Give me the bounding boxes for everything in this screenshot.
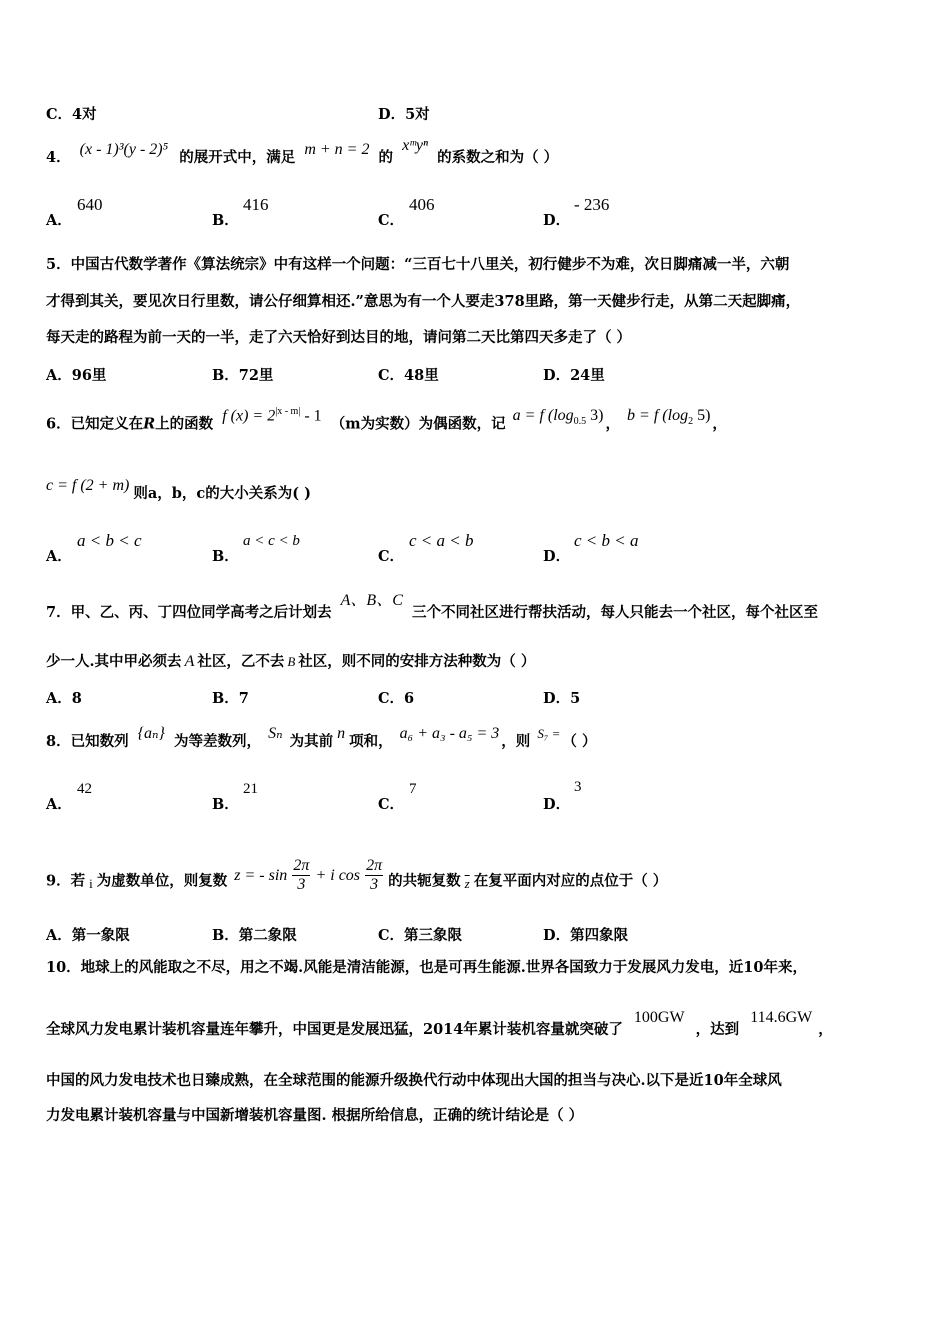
q8-text: 项和， (349, 733, 393, 750)
q4-text: 的 (378, 149, 394, 166)
q10-value-114gw: 114.6GW (750, 1009, 813, 1026)
question-5-line-1: 5．中国古代数学著作《算法统宗》中有这样一个问题：“三百七十八里关，初行健步不为难，次日脚痛减一半，六朝 (46, 256, 790, 273)
q7-text: 7．甲、乙、丙、丁四位同学高考之后计划去 (46, 604, 332, 621)
q7-place-b: B (287, 654, 296, 669)
question-10-line-3: 中国的风力发电技术也日臻成熟，在全球范围的能源升级换代行动中体现出大国的担当与决心.以下是近10年全球风 (46, 1072, 782, 1089)
q8-option-c-value: 7 (409, 781, 417, 797)
q6-b-expr: b = f (log (627, 407, 689, 425)
q8-text: 为其前 (289, 733, 334, 750)
q6-option-c-label: C． (378, 548, 405, 565)
q6-minus-one: - 1 (300, 407, 322, 425)
q6-b-base: 2 (688, 416, 694, 428)
q4-option-c-value: 406 (409, 195, 435, 214)
q8-equation: a₆ + a₃ - a₅ = 3 (399, 725, 500, 742)
q9-f1-den: 3 (297, 876, 306, 893)
q6-fx: f (x) = 2 (222, 407, 276, 425)
q6-b-arg: 5) (693, 407, 711, 425)
q8-option-b-label: B． (212, 796, 239, 813)
question-6-line-2 (46, 477, 311, 504)
q3-option-c: C．4对 (46, 106, 97, 123)
q7-option-b: B．7 (212, 690, 249, 707)
q8-text: ，则 (501, 733, 531, 750)
q6-option-b-value: a < c < b (243, 533, 300, 549)
q4-option-d-value: - 236 (574, 195, 610, 214)
q8-sn: Sₙ (268, 725, 283, 742)
q6-option-d-label: D． (543, 548, 571, 565)
q6-text: 则a，b，c的大小关系为( ) (133, 485, 311, 502)
q10-text: ，达到 (695, 1021, 740, 1038)
q9-option-b: B．第二象限 (212, 927, 297, 944)
q5-option-c: C．48里 (378, 367, 439, 384)
q9-z-mid: + i cos (315, 866, 361, 884)
q7-places: A、B、C (340, 592, 403, 609)
q8-option-c-label: C． (378, 796, 405, 813)
q7-text: 社区，则不同的安排方法种数为（ ） (298, 653, 536, 670)
q8-text: 8．已知数列 (46, 733, 129, 750)
q8-s7: S₇ = (537, 726, 561, 741)
question-4-stem (46, 137, 559, 168)
q9-fraction-1 (292, 857, 310, 894)
q8-sequence: {aₙ} (137, 725, 165, 742)
q9-text: 9．若 (46, 872, 86, 890)
question-10-line-1: 10．地球上的风能取之不尽，用之不竭.风能是清洁能源，也是可再生能源.世界各国致力于发展风力发电，近10年来， (46, 959, 807, 976)
q4-option-d-label: D． (543, 212, 571, 229)
q8-option-b-value: 21 (243, 781, 258, 797)
q9-text: 为虚数单位，则复数 (96, 872, 228, 890)
q7-option-a: A．8 (46, 690, 82, 707)
q4-option-b-value: 416 (243, 195, 269, 214)
question-5-line-3: 每天走的路程为前一天的一半，走了六天恰好到达目的地，请问第二天比第四天多走了（ ） (46, 329, 632, 346)
q9-i: i (89, 875, 93, 891)
q4-option-c-label: C． (378, 212, 405, 229)
q9-f2-den: 3 (370, 876, 379, 893)
q6-c-def: c = f (2 + m) (46, 477, 130, 494)
q7-text: 社区，乙不去 (197, 653, 285, 670)
q9-option-a: A．第一象限 (46, 927, 130, 944)
question-8-stem (46, 725, 597, 752)
q9-f2-num: 2π (366, 857, 383, 874)
q7-option-c: C．6 (378, 690, 415, 707)
q6-a-expr: a = f (log (512, 407, 574, 425)
q9-z-prefix: z = - sin (234, 866, 288, 884)
q7-place-a: A (184, 653, 195, 670)
q6-exponent: |x - m| (275, 406, 301, 417)
q6-end: ， (712, 415, 727, 433)
q10-text: 全球风力发电累计装机容量连年攀升，中国更是发展迅猛，2014年累计装机容量就突破了 (46, 1021, 623, 1038)
q9-fraction-2 (365, 857, 383, 894)
q5-option-d: D．24里 (543, 367, 605, 384)
q6-function (222, 402, 321, 426)
q8-text: （ ） (562, 733, 597, 750)
q9-option-d: D．第四象限 (543, 927, 629, 944)
question-5-line-2: 才得到其关，要见次日行里数，请公仔细算相还.”意思为有一个人要走378里路，第一天健步行走，从第二天起脚痛， (46, 293, 801, 310)
q4-condition: m + n = 2 (304, 141, 370, 158)
q6-text: （m为实数）为偶函数，记 (330, 415, 506, 433)
question-7-line-1 (46, 592, 818, 623)
q3-option-d: D．5对 (378, 106, 430, 123)
q4-expression: (x - 1)³(y - 2)⁵ (79, 141, 169, 158)
q6-option-b-label: B． (212, 548, 239, 565)
q4-term: xᵐyⁿ (402, 137, 429, 154)
q8-option-a-label: A． (46, 796, 72, 813)
question-6-stem (46, 406, 727, 441)
q4-option-a-label: A． (46, 212, 72, 229)
q7-text: 少一人.其中甲必须去 (46, 653, 182, 670)
question-7-line-2 (46, 652, 535, 672)
q9-text: 在复平面内对应的点位于（ ） (473, 872, 668, 890)
q6-option-d-value: c < b < a (574, 531, 639, 550)
q6-a-arg: 3) (586, 407, 604, 425)
question-10-line-2 (46, 1009, 833, 1040)
q6-option-a-label: A． (46, 548, 72, 565)
q6-b-def (627, 406, 710, 432)
q4-option-a-value: 640 (77, 195, 103, 214)
q5-option-a: A．96里 (46, 367, 107, 384)
q4-option-b-label: B． (212, 212, 239, 229)
q8-option-a-value: 42 (77, 781, 92, 797)
q8-option-d-label: D． (543, 796, 571, 813)
question-9-stem (46, 857, 668, 900)
q9-option-c: C．第三象限 (378, 927, 463, 944)
q10-text: ， (818, 1021, 833, 1038)
q6-option-a-value: a < b < c (77, 531, 142, 550)
q9-zbar: $\overline{z}$ (464, 875, 470, 891)
q8-text: 为等差数列， (174, 733, 261, 750)
q6-r: R (143, 415, 156, 433)
q8-option-d-value: 3 (574, 779, 582, 795)
q7-text: 三个不同社区进行帮扶活动，每人只能去一个社区，每个社区至 (411, 604, 818, 621)
q4-text: 的展开式中，满足 (179, 149, 296, 166)
q5-option-b: B．72里 (212, 367, 274, 384)
question-10-line-4: 力发电累计装机容量与中国新增装机容量图. 根据所给信息，正确的统计结论是（ ） (46, 1107, 584, 1124)
q4-text: 的系数之和为（ ） (437, 149, 559, 166)
q8-n: n (337, 725, 346, 742)
q6-a-base: 0.5 (573, 416, 587, 428)
question-number: 4． (46, 149, 71, 166)
q9-text: 的共轭复数 (388, 872, 461, 890)
q6-option-c-value: c < a < b (409, 531, 474, 550)
q6-sep: ， (605, 415, 620, 433)
q6-a-def (513, 406, 604, 432)
q10-value-100gw: 100GW (633, 1009, 685, 1026)
q7-option-d: D．5 (543, 690, 581, 707)
q6-text: 6．已知定义在 (46, 415, 144, 433)
q9-f1-num: 2π (293, 857, 310, 874)
q6-text: 上的函数 (155, 415, 214, 433)
